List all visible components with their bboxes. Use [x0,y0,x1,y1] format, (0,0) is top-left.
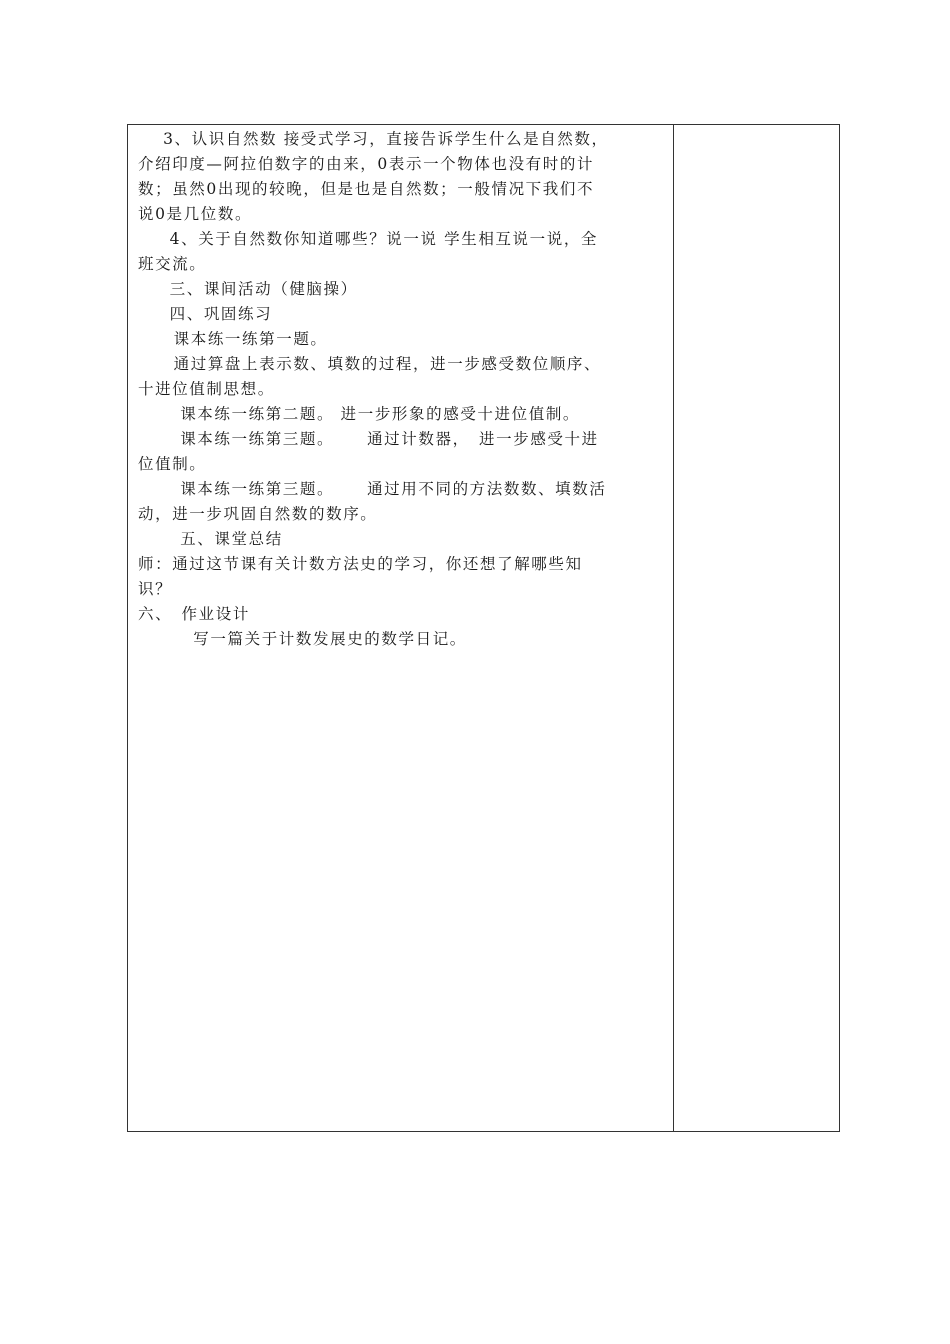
text-line: 3、认识自然数 接受式学习，直接告诉学生什么是自然数， [146,130,609,148]
lesson-table [127,124,840,1132]
notes-cell [674,125,839,1131]
section-heading: 五、课堂总结 [146,530,283,548]
lesson-content-cell [128,125,673,1131]
text-line: 通过算盘上表示数、填数的过程，进一步感受数位顺序、 [150,355,602,373]
text-line: 位值制。 [138,455,207,473]
text-line: 4、关于自然数你知道哪些？说一说 学生相互说一说，全 [146,230,599,248]
text-line: 介绍印度—阿拉伯数字的由来，0表示一个物体也没有时的计 [138,155,595,173]
text-line: 十进位值制思想。 [138,380,275,398]
text-line: 课本练一练第三题。 通过计数器， 进一步感受十进 [146,430,599,448]
text-line: 动，进一步巩固自然数的数序。 [138,505,378,523]
text-line: 班交流。 [138,255,207,273]
text-line: 课本练一练第二题。 进一步形象的感受十进位值制。 [146,405,581,423]
text-line: 数；虽然0出现的较晚，但是也是自然数；一般情况下我们不 [138,180,595,198]
text-line: 识？ [138,580,173,598]
text-line: 师：通过这节课有关计数方法史的学习，你还想了解哪些知 [138,555,583,573]
section-heading: 六、 作业设计 [138,605,250,623]
text-line: 课本练一练第三题。 通过用不同的方法数数、填数活 [146,480,607,498]
text-line: 写一篇关于计数发展史的数学日记。 [142,630,467,648]
section-heading: 四、巩固练习 [146,305,273,323]
text-line: 课本练一练第一题。 [150,330,328,348]
section-heading: 三、课间活动（健脑操） [146,280,358,298]
text-line: 说0是几位数。 [138,205,253,223]
